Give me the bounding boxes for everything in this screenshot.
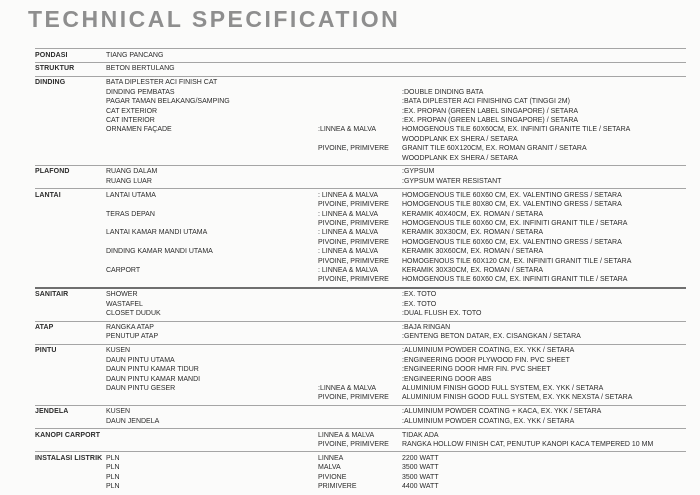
item-cell: CARPORT — [106, 267, 141, 275]
variant-cell — [318, 177, 402, 186]
spec-row — [106, 482, 686, 491]
variant-cell — [318, 107, 402, 116]
item-cell: PAGAR TAMAN BELAKANG/SAMPING — [106, 98, 230, 106]
value-cell: :GYPSUM WATER RESISTANT — [402, 177, 502, 185]
section-rows — [106, 51, 686, 60]
spec-row — [106, 356, 686, 365]
item-cell: PLN — [106, 464, 120, 472]
spec-row — [106, 431, 686, 440]
value-cell: HOMOGENOUS TILE 60X60 CM, EX. VALENTINO GRESS / SETARA — [402, 238, 622, 246]
value-cell: :DUAL FLUSH EX. TOTO — [402, 310, 482, 318]
item-cell — [106, 440, 318, 449]
item-cell — [106, 144, 318, 153]
item-cell: PLN — [106, 473, 120, 481]
value-cell: :EX. TOTO — [402, 300, 437, 308]
variant-cell: MALVA — [318, 464, 341, 472]
category-label: STRUKTUR — [35, 65, 75, 73]
spec-row — [106, 167, 686, 176]
value-cell: :EX. PROPAN (GREEN LABEL SINGAPORE) / SETARA — [402, 116, 579, 124]
value-cell: :GYPSUM — [402, 168, 435, 176]
item-cell: RUANG DALAM — [106, 168, 158, 176]
value-cell: 2200 WATT — [402, 454, 439, 462]
spec-row — [106, 365, 686, 374]
value-cell: :ALUMINIUM POWDER COATING, EX. YKK / SETARA — [402, 347, 575, 355]
spec-section-7 — [35, 344, 686, 405]
spec-row — [106, 51, 686, 60]
value-cell: :EX. PROPAN (GREEN LABEL SINGAPORE) / SETARA — [402, 107, 579, 115]
section-rows — [106, 346, 686, 402]
spec-row — [106, 135, 686, 144]
category-label: PONDASI — [35, 51, 68, 59]
spec-row — [106, 247, 686, 256]
spec-row — [106, 266, 686, 275]
spec-section-2 — [35, 76, 686, 165]
value-cell: TIDAK ADA — [402, 431, 439, 439]
variant-cell: PIVOINE, PRIMIVERE — [318, 220, 389, 227]
value-cell: :DOUBLE DINDING BATA — [402, 88, 484, 96]
section-rows — [106, 323, 686, 342]
section-rows — [106, 191, 686, 285]
item-cell: TERAS DEPAN — [106, 210, 155, 218]
variant-cell: : LINNEA & MALVA — [318, 210, 379, 218]
item-cell: WASTAFEL — [106, 300, 143, 308]
item-cell: DINDING PEMBATAS — [106, 88, 175, 96]
value-cell: :ENGINEERING DOOR ABS — [402, 375, 492, 383]
variant-cell: PIVOINE, PRIMIVERE — [318, 201, 389, 209]
variant-cell: : LINNEA & MALVA — [318, 248, 379, 256]
spec-row — [106, 228, 686, 237]
item-cell: PENUTUP ATAP — [106, 333, 159, 341]
category-label: INSTALASI LISTRIK — [35, 454, 103, 462]
value-cell — [402, 78, 686, 87]
item-cell: KUSEN — [106, 408, 131, 416]
value-cell: GRANIT TILE 60X120CM, EX. ROMAN GRANIT / SETARA — [402, 145, 587, 153]
spec-row — [106, 64, 686, 73]
spec-row — [106, 275, 686, 284]
spec-row — [106, 257, 686, 266]
category-label: PINTU — [35, 347, 57, 355]
spec-row — [106, 116, 686, 125]
variant-cell — [318, 407, 402, 416]
spec-section-1 — [35, 62, 686, 76]
item-cell: CAT INTERIOR — [106, 116, 155, 124]
category-label: ATAP — [35, 324, 54, 332]
value-cell: KERAMIK 30X30CM, EX. ROMAN / SETARA — [402, 267, 544, 275]
value-cell: :BATA DIPLESTER ACI FINISHING CAT (TINGGI 2M) — [402, 98, 570, 106]
variant-cell — [318, 290, 402, 299]
item-cell — [106, 431, 318, 440]
spec-row — [106, 440, 686, 449]
value-cell: HOMOGENOUS TILE 80X80 CM, EX. VALENTINO GRESS / SETARA — [402, 201, 622, 209]
value-cell: :BAJA RINGAN — [402, 324, 451, 332]
spec-row — [106, 191, 686, 200]
spec-row — [106, 78, 686, 87]
item-cell: PLN — [106, 483, 120, 491]
variant-cell — [318, 135, 402, 144]
value-cell: 4400 WATT — [402, 483, 439, 491]
item-cell: CLOSET DUDUK — [106, 310, 161, 318]
variant-cell: :LINNEA & MALVA — [318, 126, 377, 134]
item-cell: DAUN JENDELA — [106, 417, 160, 425]
variant-cell — [318, 154, 402, 163]
variant-cell: : LINNEA & MALVA — [318, 229, 379, 237]
spec-row — [106, 97, 686, 106]
item-cell: CAT EXTERIOR — [106, 107, 158, 115]
spec-section-3 — [35, 165, 686, 188]
variant-cell — [318, 300, 402, 309]
spec-row — [106, 219, 686, 228]
spec-row — [106, 309, 686, 318]
item-cell: RANGKA ATAP — [106, 324, 154, 332]
value-cell: ALUMINIUM FINISH GOOD FULL SYSTEM, EX. YKK NEXSTA / SETARA — [402, 394, 633, 402]
value-cell — [402, 64, 686, 73]
item-cell — [106, 135, 318, 144]
section-rows — [106, 167, 686, 186]
item-cell: DAUN PINTU UTAMA — [106, 356, 175, 364]
spec-row — [106, 177, 686, 186]
spec-section-8 — [35, 405, 686, 428]
variant-cell: PIVOINE, PRIMIVERE — [318, 441, 389, 449]
category-label: KANOPI CARPORT — [35, 431, 101, 439]
spec-row — [106, 107, 686, 116]
variant-cell: PIVOINE, PRIMIVERE — [318, 394, 389, 402]
variant-cell — [318, 97, 402, 106]
spec-row — [106, 384, 686, 393]
value-cell: :GENTENG BETON DATAR, EX. CISANGKAN / SETARA — [402, 333, 581, 341]
page-title: TECHNICAL SPECIFICATION — [28, 6, 401, 32]
variant-cell: PIVOINE, PRIMIVERE — [318, 145, 389, 153]
value-cell: 3500 WATT — [402, 473, 439, 481]
item-cell: LANTAI UTAMA — [106, 191, 156, 199]
variant-cell: LINNEA — [318, 454, 344, 462]
variant-cell: PIVOINE, PRIMIVERE — [318, 276, 389, 284]
spec-row — [106, 346, 686, 355]
value-cell: WOODPLANK EX SHERA / SETARA — [402, 135, 518, 143]
item-cell: PLN — [106, 454, 120, 462]
spec-row — [106, 375, 686, 384]
spec-row — [106, 125, 686, 134]
spec-table — [35, 48, 686, 494]
value-cell: KERAMIK 40X40CM, EX. ROMAN / SETARA — [402, 210, 544, 218]
variant-cell — [318, 51, 402, 60]
value-cell: WOODPLANK EX SHERA / SETARA — [402, 154, 518, 162]
spec-row — [106, 210, 686, 219]
item-cell: DAUN PINTU KAMAR MANDI — [106, 375, 201, 383]
value-cell: RANGKA HOLLOW FINISH CAT, PENUTUP KANOPI KACA TEMPERED 10 MM — [402, 441, 654, 449]
spec-section-6 — [35, 321, 686, 344]
item-cell: DINDING KAMAR MANDI UTAMA — [106, 248, 213, 256]
category-label: SANITAIR — [35, 291, 69, 299]
item-cell: TIANG PANCANG — [106, 51, 164, 59]
variant-cell — [318, 167, 402, 176]
variant-cell — [318, 64, 402, 73]
variant-cell — [318, 346, 402, 355]
spec-section-9 — [35, 428, 686, 451]
item-cell — [106, 154, 318, 163]
variant-cell — [318, 356, 402, 365]
section-rows — [106, 454, 686, 492]
variant-cell — [318, 116, 402, 125]
spec-section-0 — [35, 48, 686, 62]
section-rows — [106, 290, 686, 318]
variant-cell — [318, 417, 402, 426]
item-cell — [106, 238, 318, 247]
spec-row — [106, 290, 686, 299]
spec-row — [106, 238, 686, 247]
spec-row — [106, 417, 686, 426]
spec-row — [106, 407, 686, 416]
item-cell — [106, 257, 318, 266]
value-cell — [402, 51, 686, 60]
variant-cell — [318, 365, 402, 374]
variant-cell: : LINNEA & MALVA — [318, 191, 379, 199]
variant-cell: PRIMIVERE — [318, 483, 357, 491]
spec-row — [106, 323, 686, 332]
variant-cell — [318, 323, 402, 332]
spec-section-10 — [35, 451, 686, 493]
item-cell: BETON BERTULANG — [106, 65, 175, 73]
item-cell: LANTAI KAMAR MANDI UTAMA — [106, 229, 208, 237]
spec-row — [106, 473, 686, 482]
spec-row — [106, 332, 686, 341]
variant-cell: LINNEA & MALVA — [318, 431, 375, 439]
spec-row — [106, 144, 686, 153]
item-cell: DAUN PINTU GESER — [106, 385, 176, 392]
spec-row — [106, 454, 686, 463]
variant-cell — [318, 78, 402, 87]
item-cell: DAUN PINTU KAMAR TIDUR — [106, 366, 199, 374]
variant-cell — [318, 332, 402, 341]
item-cell: KUSEN — [106, 347, 131, 355]
value-cell: KERAMIK 30X60CM, EX. ROMAN / SETARA — [402, 248, 544, 256]
value-cell: ALUMINIUM FINISH GOOD FULL SYSTEM, EX. YKK / SETARA — [402, 385, 604, 392]
item-cell: SHOWER — [106, 291, 138, 299]
spec-row — [106, 200, 686, 209]
variant-cell: PIVOINE, PRIMIVERE — [318, 257, 389, 265]
variant-cell: PIVOINE, PRIMIVERE — [318, 238, 389, 246]
spec-row — [106, 154, 686, 163]
variant-cell — [318, 309, 402, 318]
value-cell: HOMOGENOUS TILE 60X120 CM, EX. INFINITI GRANIT TILE / SETARA — [402, 257, 632, 265]
category-label: JENDELA — [35, 408, 69, 416]
value-cell: :ALUMINIUM POWDER COATING, EX. YKK / SETARA — [402, 417, 575, 425]
item-cell — [106, 275, 318, 284]
item-cell: ORNAMEN FAÇADE — [106, 126, 172, 134]
value-cell: :EX. TOTO — [402, 291, 437, 299]
value-cell: HOMOGENOUS TILE 60X60 CM, EX. INFINITI GRANIT TILE / SETARA — [402, 220, 628, 227]
section-rows — [106, 78, 686, 163]
spec-row — [106, 88, 686, 97]
item-cell — [106, 393, 318, 402]
section-rows — [106, 407, 686, 426]
spec-row — [106, 300, 686, 309]
item-cell — [106, 200, 318, 209]
spec-row — [106, 393, 686, 402]
spec-row — [106, 463, 686, 472]
item-cell: BATA DIPLESTER ACI FINISH CAT — [106, 79, 218, 87]
spec-section-4 — [35, 188, 686, 287]
section-rows — [106, 64, 686, 73]
category-label: LANTAI — [35, 191, 61, 199]
variant-cell: :LINNEA & MALVA — [318, 385, 377, 392]
variant-cell — [318, 88, 402, 97]
value-cell: :ENGINEERING DOOR HMR FIN. PVC SHEET — [402, 366, 551, 374]
value-cell: :ALUMINIUM POWDER COATING + KACA, EX. YKK / SETARA — [402, 408, 602, 416]
value-cell: KERAMIK 30X30CM, EX. ROMAN / SETARA — [402, 229, 544, 237]
value-cell: :ENGINEERING DOOR PLYWOOD FIN. PVC SHEET — [402, 356, 570, 364]
value-cell: 3500 WATT — [402, 464, 439, 472]
item-cell: RUANG LUAR — [106, 177, 152, 185]
value-cell: HOMOGENOUS TILE 60X60 CM, EX. VALENTINO GRESS / SETARA — [402, 191, 622, 199]
variant-cell — [318, 375, 402, 384]
section-rows — [106, 431, 686, 450]
category-label: DINDING — [35, 79, 66, 87]
variant-cell: PIVIONE — [318, 473, 347, 481]
variant-cell: : LINNEA & MALVA — [318, 267, 379, 275]
value-cell: HOMOGENOUS TILE 60X60CM, EX. INFINITI GRANITE TILE / SETARA — [402, 126, 631, 134]
value-cell: HOMOGENOUS TILE 60X60 CM, EX. INFINITI GRANIT TILE / SETARA — [402, 276, 628, 284]
item-cell — [106, 219, 318, 228]
spec-section-5 — [35, 287, 686, 321]
category-label: PLAFOND — [35, 168, 70, 176]
